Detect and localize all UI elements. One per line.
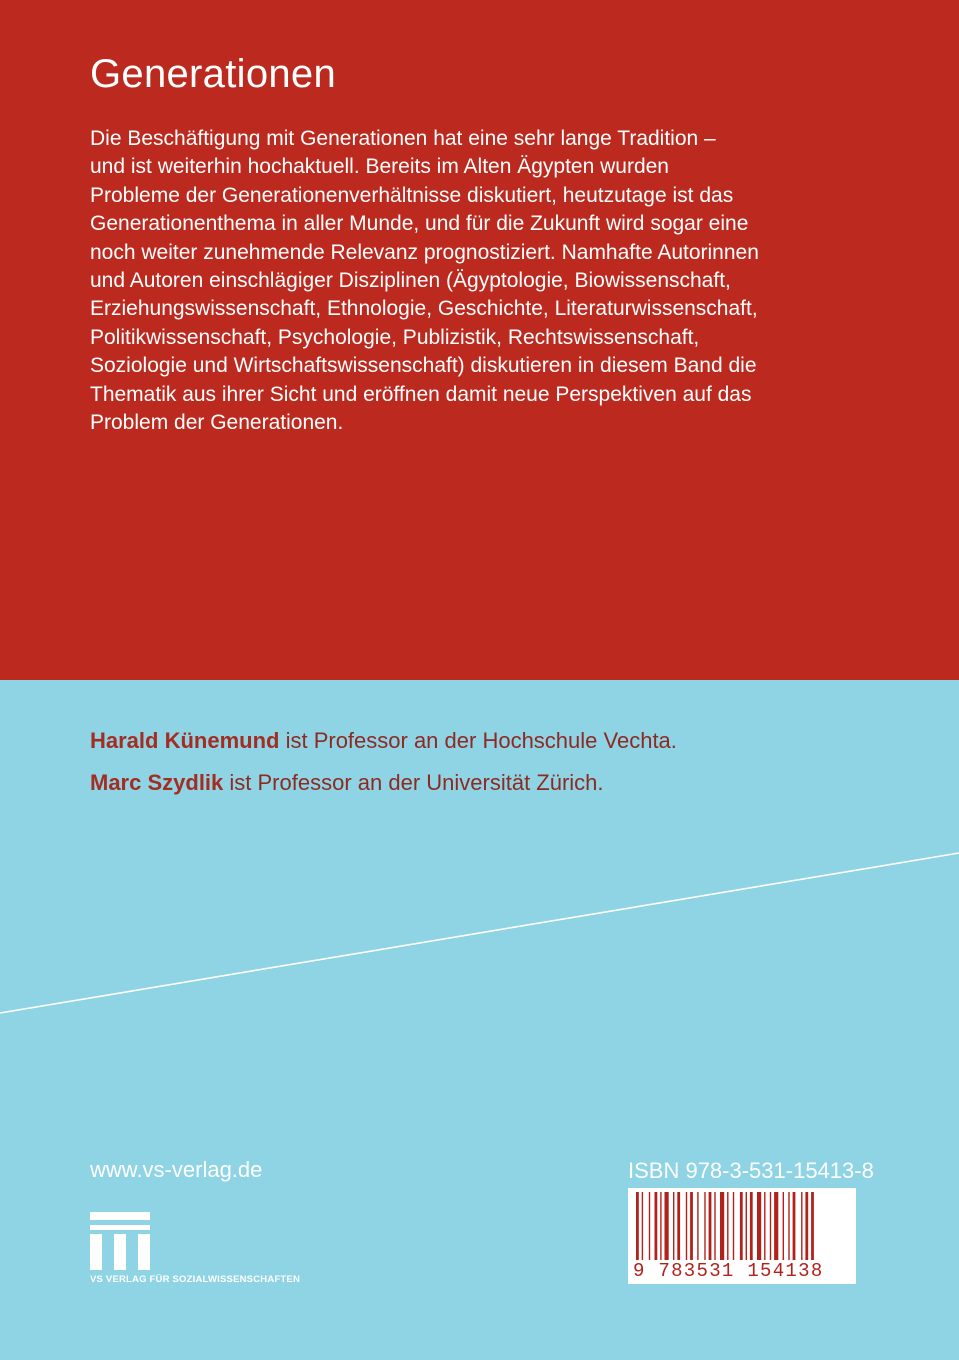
blurb-line: Erziehungswissenschaft, Ethnologie, Geschichte, Literaturwissenschaft, — [90, 297, 758, 321]
author-role: ist Professor an der Universität Zürich. — [223, 770, 604, 795]
blurb-line: Thematik aus ihrer Sicht und eröffnen damit neue Perspektiven auf das — [90, 382, 752, 406]
book-title: Generationen — [90, 52, 337, 96]
author-role: ist Professor an der Hochschule Vechta. — [279, 728, 677, 753]
blurb-line: Generationenthema in aller Munde, und für die Zukunft wird sogar eine — [90, 212, 749, 236]
blurb-line: und Autoren einschlägiger Disziplinen (Ägyptologie, Biowissenschaft, — [90, 269, 731, 293]
blurb-line: noch weiter zunehmende Relevanz prognostiziert. Namhafte Autorinnen — [90, 240, 759, 264]
author-name: Marc Szydlik — [90, 770, 224, 795]
publisher-url: www.vs-verlag.de — [90, 1157, 263, 1182]
blurb-line: Problem der Generationen. — [90, 411, 344, 435]
author-name: Harald Künemund — [90, 728, 280, 753]
author-info — [90, 720, 677, 804]
blurb-line: und ist weiterhin hochaktuell. Bereits im Alten Ägypten wurden — [90, 155, 669, 179]
diagonal-line — [0, 800, 959, 1060]
blurb-line: Die Beschäftigung mit Generationen hat eine sehr lange Tradition – — [90, 127, 716, 150]
isbn-label: ISBN 978-3-531-15413-8 — [628, 1158, 874, 1183]
blurb-line: Probleme der Generationenverhältnisse diskutiert, heutzutage ist das — [90, 183, 734, 207]
author-line — [90, 720, 677, 762]
blurb-line: Soziologie und Wirtschaftswissenschaft) diskutieren in diesem Band die — [90, 354, 757, 378]
publisher-logo-text: VS VERLAG FÜR SOZIALWISSENSCHAFTEN — [90, 1274, 301, 1285]
author-line — [90, 762, 677, 804]
barcode-digits: 9 783531 154138 — [633, 1260, 855, 1282]
book-blurb — [90, 125, 890, 437]
blurb-line: Politikwissenschaft, Psychologie, Publizistik, Rechtswissenschaft, — [90, 325, 700, 349]
